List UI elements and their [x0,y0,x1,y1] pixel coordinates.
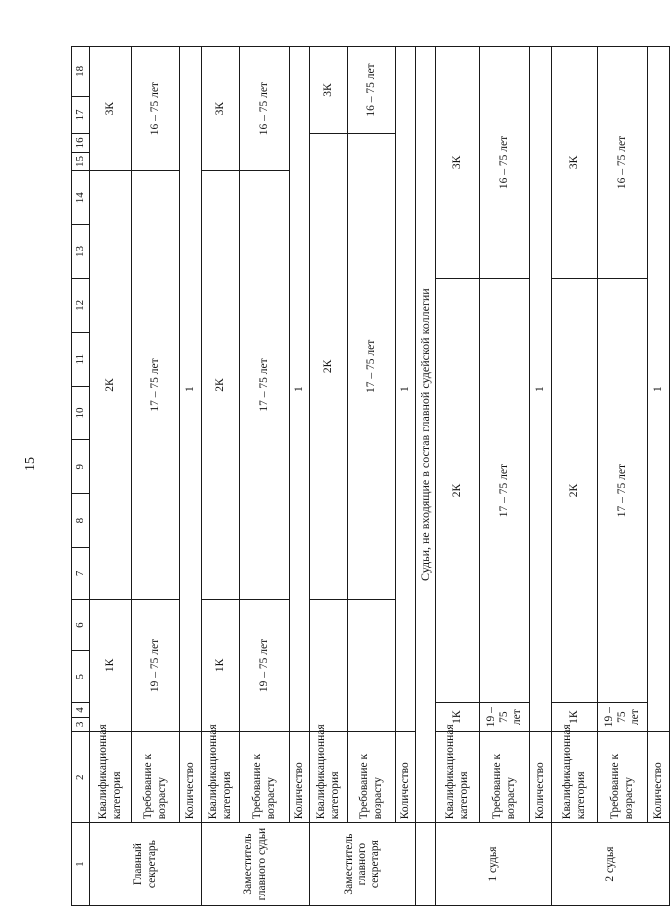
count-value: 1 [396,47,416,732]
empty-cell [348,599,396,731]
age-value: 16 – 75 лет [348,47,396,134]
table-row [552,47,598,906]
qualification-value: 3К [436,47,480,279]
table-row [530,47,552,906]
age-value: 17 – 75 лет [480,278,530,702]
qualification-value: 2К [436,278,480,702]
table-row [648,47,670,906]
column-number: 17 [72,96,90,133]
position-cell: Главный секретарь [90,823,202,906]
empty-cell [310,599,348,731]
qualification-value: 3К [310,47,348,134]
age-value: 19 – 75 лет [480,703,530,732]
age-value: 17 – 75 лет [132,171,180,599]
section-row [416,47,436,906]
referee-table [71,46,670,906]
age-value: 16 – 75 лет [132,47,180,171]
qualification-value: 3К [90,47,132,171]
column-number: 7 [72,547,90,599]
age-value: 17 – 75 лет [598,278,648,702]
count-value: 1 [180,47,202,732]
position-cell: Заместитель главного секретаря [310,823,416,906]
qualification-value: 1К [202,599,240,731]
age-label: Требование к возрасту [132,732,180,823]
column-number: 18 [72,47,90,97]
column-number: 12 [72,278,90,332]
column-number: 15 [72,152,90,171]
table-row [132,47,180,906]
qualification-label: Квалификационная категория [436,732,480,823]
column-number: 5 [72,651,90,703]
column-number: 8 [72,494,90,548]
qualification-label: Квалификационная категория [310,732,348,823]
age-label: Требование к возрасту [480,732,530,823]
position-cell: 1 судья [436,823,552,906]
column-number: 10 [72,386,90,440]
qualification-value: 1К [90,599,132,731]
empty-cell [416,823,436,906]
table-row [396,47,416,906]
count-value: 1 [648,47,670,732]
table-row [310,47,348,906]
count-value: 1 [530,47,552,732]
rotated-table-container [71,46,664,906]
table-row [202,47,240,906]
qualification-value: 2К [310,134,348,600]
column-number: 1 [72,823,90,906]
table-row [90,47,132,906]
table-row [598,47,648,906]
column-number: 16 [72,134,90,153]
position-cell: Заместитель главного судьи [202,823,310,906]
count-label: Количество [530,732,552,823]
table-row [240,47,290,906]
count-label: Количество [180,732,202,823]
column-number: 6 [72,599,90,651]
qualification-value: 2К [90,171,132,599]
table-row [348,47,396,906]
column-number: 11 [72,332,90,386]
qualification-value: 1К [436,703,480,732]
age-value: 19 – 75 лет [598,703,648,732]
table-row [480,47,530,906]
qualification-label: Квалификационная категория [202,732,240,823]
qualification-value: 3К [202,47,240,171]
qualification-value: 2К [202,171,240,599]
table-row [290,47,310,906]
qualification-label: Квалификационная категория [90,732,132,823]
age-value: 16 – 75 лет [598,47,648,279]
column-number: 2 [72,732,90,823]
age-value: 16 – 75 лет [240,47,290,171]
age-value: 17 – 75 лет [240,171,290,599]
age-value: 19 – 75 лет [132,599,180,731]
age-value: 19 – 75 лет [240,599,290,731]
age-label: Требование к возрасту [598,732,648,823]
age-label: Требование к возрасту [240,732,290,823]
count-label: Количество [648,732,670,823]
count-label: Количество [290,732,310,823]
qualification-label: Квалификационная категория [552,732,598,823]
age-value: 16 – 75 лет [480,47,530,279]
column-number: 3 [72,717,90,731]
column-number-row [72,47,90,906]
qualification-value: 1К [552,703,598,732]
position-cell: 2 судья [552,823,670,906]
qualification-value: 3К [552,47,598,279]
table-row [436,47,480,906]
count-label: Количество [396,732,416,823]
column-number: 9 [72,440,90,494]
qualification-value: 2К [552,278,598,702]
page-number: 15 [23,457,38,471]
column-number: 13 [72,225,90,279]
age-value: 17 – 75 лет [348,134,396,600]
table-row [180,47,202,906]
section-title: Судьи, не входящие в состав главной судейской коллегии [416,47,436,823]
column-number: 14 [72,171,90,225]
age-label: Требование к возрасту [348,732,396,823]
column-number: 4 [72,703,90,717]
count-value: 1 [290,47,310,732]
